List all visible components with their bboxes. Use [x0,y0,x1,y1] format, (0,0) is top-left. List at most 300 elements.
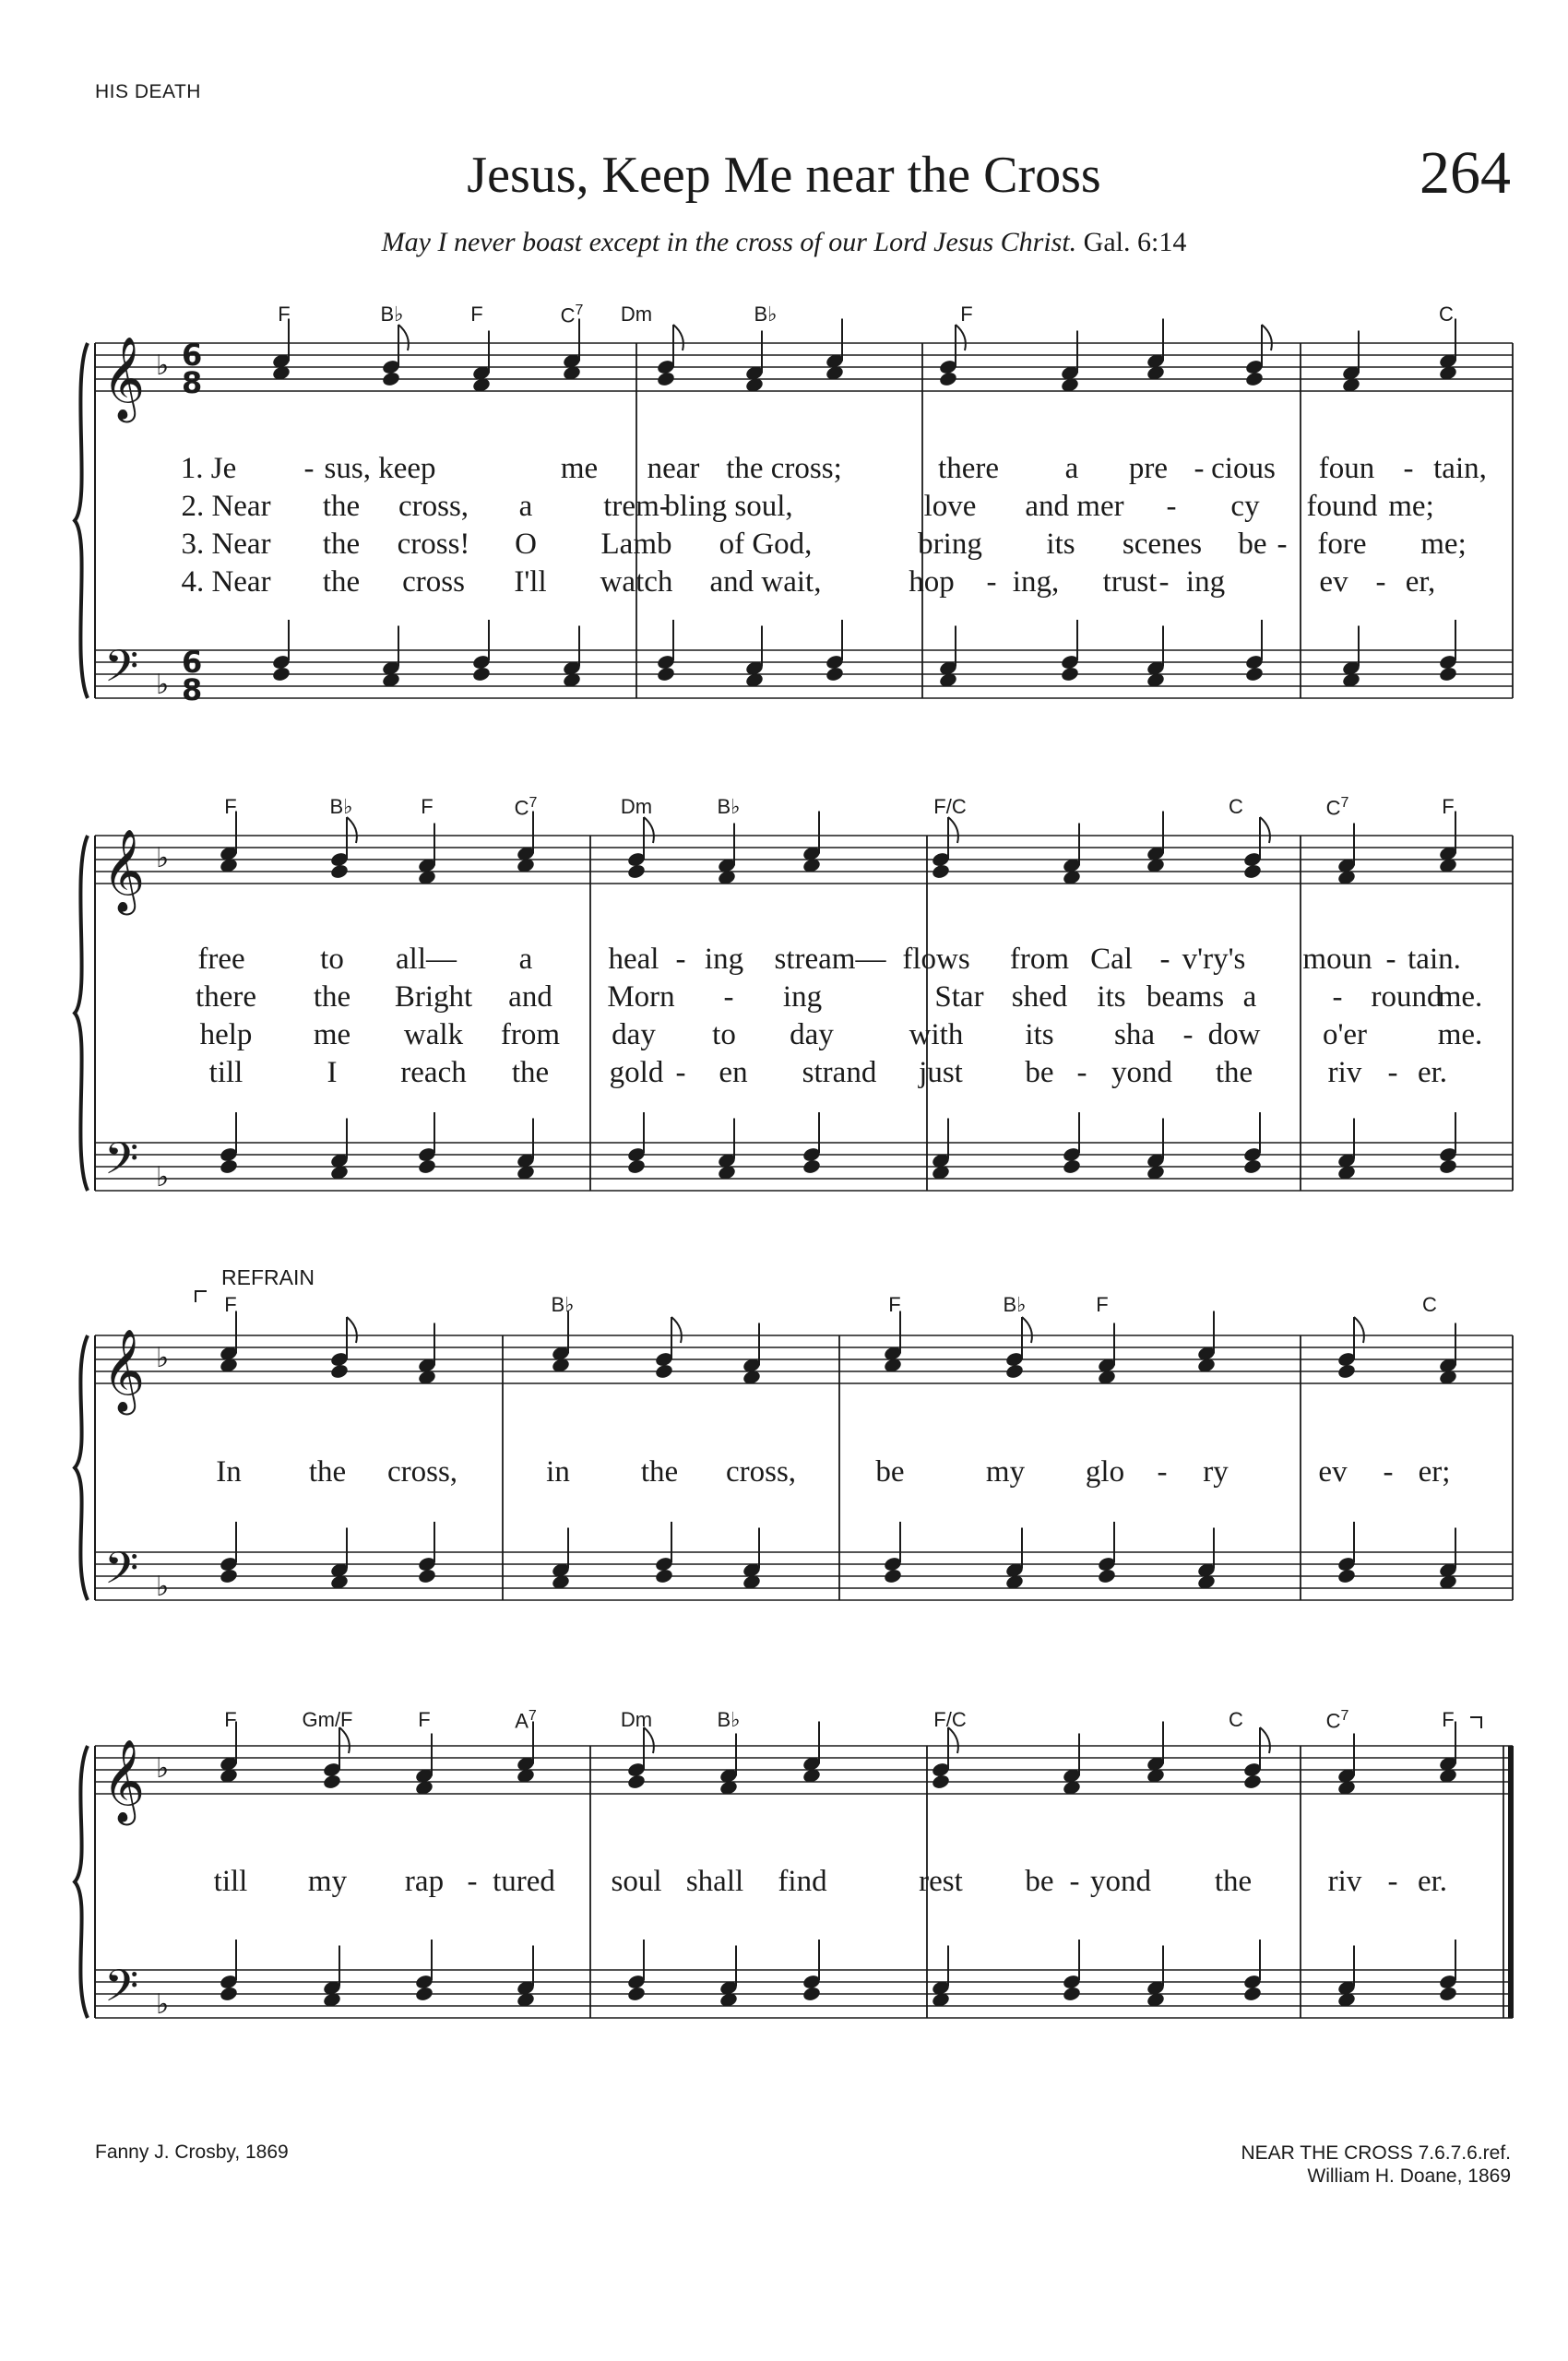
lyric-syllable: in [546,1455,570,1489]
lyric-syllable: en [719,1056,748,1089]
lyric-syllable: tain, [1433,452,1487,485]
system-brace [75,1746,88,2018]
lyric-syllable: ing [782,980,823,1014]
lyric-syllable: yond [1090,1865,1151,1898]
note-flag [671,1317,682,1343]
lyric-syllable: cy [1230,490,1260,523]
flat-icon: ♭ [156,669,170,701]
lyric-syllable: my [985,1455,1026,1489]
lyric-syllable: trust [1102,565,1158,599]
chord-symbol [421,795,433,819]
time-signature: 6 [182,338,203,373]
lyric-syllable: - [1387,1865,1398,1898]
composer-credit: William H. Doane, 1869 [1307,2165,1511,2188]
time-signature: 8 [182,672,203,707]
note-head [626,1986,646,2002]
note-head [1242,1986,1262,2002]
lyric-syllable: be [1025,1056,1054,1089]
lyric-syllable: strand [802,1056,877,1089]
lyric-syllable: a [1064,452,1079,485]
lyric-syllable: watch [600,565,673,599]
lyric-syllable: me [560,452,599,485]
note-head [1438,1986,1457,2002]
bass-clef-icon: 𝄢 [104,1960,139,2023]
note-head [219,1158,238,1175]
lyric-syllable: to [712,1018,736,1051]
time-signature: 6 [182,645,203,680]
flat-icon: ♭ [156,1571,170,1603]
lyric-syllable: ing [1185,565,1226,599]
note-head [414,1986,434,2002]
lyric-syllable: - [723,980,734,1014]
lyric-syllable: I'll [514,565,547,599]
note-flag [956,325,966,350]
chord-symbol [717,795,740,819]
lyric-syllable: love [923,490,977,523]
refrain-start-mark [196,1291,207,1302]
chord-symbol [551,1293,574,1317]
lyric-syllable: reach [400,1056,467,1089]
chord-root: F [421,795,434,818]
chord-extension: 7 [529,795,538,811]
lyric-syllable: free [197,943,245,976]
note-head [1242,1774,1262,1790]
note-head [471,666,491,682]
note-head [654,1568,673,1584]
note-head [1244,666,1264,682]
lyric-syllable: cross, [398,490,469,523]
lyric-syllable: v'ry's [1182,943,1246,976]
lyric-syllable: - [1159,943,1170,976]
lyric-syllable: Star [934,980,984,1014]
music-credits [1241,2142,1511,2188]
lyric-syllable: the [322,490,361,523]
note-flag [1260,1727,1270,1753]
lyric-syllable: er; [1418,1455,1451,1489]
note-head [1062,1986,1081,2002]
lyric-syllable: In [216,1455,242,1489]
note-flag [644,817,654,843]
lyric-syllable: yond [1111,1056,1172,1089]
lyric-syllable: - [1387,1056,1398,1089]
lyric-syllable: - [675,943,686,976]
chord-root: F/C [933,795,967,818]
note-flag [347,1317,357,1343]
chord-root: Dm [620,1708,653,1731]
lyric-syllable: - [303,452,315,485]
note-head [1438,666,1457,682]
chord-root: C [1325,796,1341,820]
lyric-syllable: O [515,528,537,561]
lyric-syllable: beams [1146,980,1225,1014]
lyric-syllable: - [1076,1056,1087,1089]
note-head [271,666,291,682]
lyric-syllable: the [322,565,361,599]
lyric-syllable: me; [1388,490,1434,523]
note-head [1438,1158,1457,1175]
lyric-syllable: fore [1317,528,1367,561]
hymn-title: Jesus, Keep Me near the Cross [467,147,1101,204]
lyric-syllable: my [307,1865,348,1898]
chord-symbol [754,303,777,326]
lyric-syllable: - [1182,1018,1194,1051]
chord-root: B♭ [380,303,404,326]
chord-root: Dm [620,303,653,326]
note-head [1242,1158,1262,1175]
chord-symbol [621,1708,652,1732]
note-head [329,863,349,880]
lyric-syllable: Lamb [600,528,672,561]
hymn-number: 264 [1420,139,1511,207]
chord-symbol [515,795,538,820]
tune-name: NEAR THE CROSS 7.6.7.6.ref. [1241,2142,1511,2164]
lyric-syllable: from [1009,943,1070,976]
lyric-syllable: - [1375,565,1386,599]
lyric-syllable: there [938,452,999,485]
note-head [1004,1363,1024,1380]
chord-root: B♭ [717,795,741,818]
note-flag [673,325,683,350]
lyric-syllable: heal [608,943,659,976]
chord-symbol [960,303,972,326]
lyric-syllable: cross [402,565,465,599]
chord-symbol [1003,1293,1026,1317]
lyric-syllable: stream— [774,943,886,976]
chord-root: F [1442,795,1455,818]
note-head [1060,666,1079,682]
lyric-syllable: walk [403,1018,464,1051]
lyric-syllable: riv [1327,1865,1362,1898]
note-head [883,1568,902,1584]
lyric-syllable: and [508,980,552,1014]
chord-symbol [621,795,652,819]
system-brace [75,343,88,698]
lyric-syllable: flows [902,943,970,976]
lyric-syllable: its [1046,528,1075,561]
flat-icon: ♭ [156,1342,170,1374]
note-head [626,1774,646,1790]
note-head [626,1158,646,1175]
note-head [825,666,844,682]
chord-root: F [224,795,237,818]
lyric-syllable: the [322,528,361,561]
system-brace [75,836,88,1191]
bass-clef-icon: 𝄢 [104,1542,139,1605]
chord-root: F [960,303,973,326]
note-head [1244,371,1264,387]
lyric-syllable: ing [704,943,744,976]
treble-clef-icon: 𝄞 [102,337,146,420]
note-head [381,371,400,387]
lyric-syllable: ev [1319,565,1348,599]
chord-extension: 7 [1340,795,1349,811]
note-head [1336,1568,1356,1584]
lyric-syllable: tured [493,1865,555,1898]
chord-root: F [418,1708,431,1731]
lyric-syllable: - [1166,490,1177,523]
chord-root: Gm/F [302,1708,353,1731]
flat-icon: ♭ [156,1752,170,1785]
lyric-syllable: scenes [1122,528,1203,561]
chord-symbol [303,1708,353,1732]
lyric-syllable: from [500,1018,561,1051]
time-signature: 8 [182,365,203,400]
lyric-syllable: pre [1128,452,1169,485]
chord-root: Dm [620,795,653,818]
chord-root: B♭ [717,1708,741,1731]
bass-clef-icon: 𝄢 [104,640,139,703]
chord-extension: 7 [575,303,584,318]
lyric-syllable: rest [919,1865,963,1898]
refrain-end-mark [1470,1717,1481,1728]
note-flag [398,325,409,350]
chord-root: C [1439,303,1454,326]
note-head [417,1568,436,1584]
note-head [329,1363,349,1380]
chord-root: C [560,303,576,327]
chord-symbol [418,1708,430,1732]
chord-symbol [1229,795,1243,819]
chord-root: F [224,1708,237,1731]
chord-symbol [224,1708,236,1732]
lyric-syllable: bring [918,528,982,561]
section-label: HIS DEATH [95,81,201,102]
lyric-syllable: cross! [397,528,470,561]
lyric-syllable: till [213,1865,248,1898]
lyric-syllable: help [199,1018,253,1051]
lyric-syllable: - [467,1865,478,1898]
chord-symbol [1096,1293,1108,1317]
note-head [656,666,675,682]
bass-clef-icon: 𝄢 [104,1133,139,1195]
chord-symbol [717,1708,740,1732]
lyric-syllable: - [675,1056,686,1089]
chord-symbol [1442,795,1454,819]
chord-root: F [1096,1293,1109,1316]
epigraph-reference: Gal. 6:14 [1083,227,1187,257]
lyric-syllable: till [208,1056,244,1089]
lyric-syllable: bling soul, [664,490,793,523]
lyric-syllable: and wait, [709,565,822,599]
lyric-syllable: dow [1207,1018,1261,1051]
lyric-syllable: 1. Je [180,452,237,485]
chord-symbol [278,303,290,326]
lyric-syllable: with [909,1018,964,1051]
lyric-syllable: - [1403,452,1414,485]
chord-root: B♭ [1003,1293,1027,1316]
lyric-syllable: - [1383,1455,1394,1489]
lyric-syllable: - [1277,528,1288,561]
lyric-syllable: moun [1302,943,1372,976]
lyric-syllable: glo [1085,1455,1125,1489]
lyric-syllable: and mer [1025,490,1124,523]
lyric-syllable: its [1097,980,1126,1014]
lyric-syllable: be [875,1455,905,1489]
lyric-syllable: er. [1417,1865,1448,1898]
lyric-syllable: day [612,1018,656,1051]
lyric-syllable: the [313,980,351,1014]
chord-symbol [1442,1708,1454,1732]
chord-symbol [380,303,403,326]
chord-extension: 7 [528,1708,537,1724]
lyric-syllable: the [1215,1056,1253,1089]
chord-symbol [1439,303,1454,326]
lyric-syllable: me [313,1018,351,1051]
note-head [931,863,950,880]
lyric-syllable: just [919,1056,963,1089]
note-head [219,1986,238,2002]
note-head [656,371,675,387]
lyric-syllable: found [1306,490,1378,523]
lyric-syllable: near [647,452,700,485]
lyric-syllable: me. [1437,1018,1483,1051]
note-flag [1262,325,1272,350]
note-flag [1022,1317,1032,1343]
chord-symbol [561,303,584,327]
lyric-syllable: the [1214,1865,1253,1898]
lyric-syllable: round [1371,980,1443,1014]
lyric-syllable: rap [404,1865,445,1898]
note-head [802,1986,821,2002]
lyric-syllable: cross, [386,1455,458,1489]
flat-icon: ♭ [156,350,170,382]
chord-root: F [224,1293,237,1316]
lyric-syllable: a [1242,980,1257,1014]
lyric-syllable: Morn [607,980,675,1014]
flat-icon: ♭ [156,1988,170,2021]
lyric-syllable: all— [396,943,457,976]
note-flag [948,817,958,843]
chord-root: C [1229,1708,1243,1731]
lyric-syllable: be [1238,528,1267,561]
lyric-syllable: 2. Near [181,490,271,523]
lyric-syllable: of God, [719,528,813,561]
system-brace [75,1335,88,1600]
lyric-syllable: a [518,943,533,976]
chord-symbol [470,303,482,326]
note-head [654,1363,673,1380]
lyric-syllable: - [1385,943,1396,976]
lyric-syllable: er. [1417,1056,1448,1089]
lyric-syllable: sus, keep [324,452,436,485]
lyric-syllable: I [327,1056,338,1089]
lyric-syllable: me; [1420,528,1467,561]
flat-icon: ♭ [156,842,170,874]
lyric-syllable: day [790,1018,834,1051]
note-head [626,863,646,880]
chord-symbol [1229,1708,1243,1732]
note-head [1336,1363,1356,1380]
lyric-syllable: the [308,1455,347,1489]
chord-root: A [515,1709,529,1733]
lyric-syllable: 4. Near [181,565,271,599]
chord-root: F [278,303,291,326]
chord-symbol [933,795,966,819]
chord-root: F [1442,1708,1455,1731]
chord-root: C [1422,1293,1437,1316]
lyric-syllable: ry [1203,1455,1229,1489]
note-head [322,1774,341,1790]
note-head [938,371,957,387]
chord-root: F [470,303,483,326]
chord-root: B♭ [551,1293,575,1316]
lyric-syllable: ev [1318,1455,1348,1489]
note-head [417,1158,436,1175]
note-head [1242,863,1262,880]
lyric-syllable: its [1025,1018,1054,1051]
chord-symbol [224,1293,236,1317]
note-head [802,1158,821,1175]
lyric-syllable: me. [1437,980,1483,1014]
chord-symbol [1326,795,1349,820]
chord-symbol [1326,1708,1349,1733]
chord-root: F/C [933,1708,967,1731]
note-flag [1260,817,1270,843]
lyric-syllable: foun [1318,452,1375,485]
lyric-syllable: - [1069,1865,1080,1898]
chord-symbol [329,795,352,819]
words-credit: Fanny J. Crosby, 1869 [95,2142,289,2163]
flat-icon: ♭ [156,1161,170,1193]
lyric-syllable: find [778,1865,827,1898]
chord-root: C [1325,1709,1341,1733]
refrain-label: REFRAIN [221,1265,315,1289]
lyric-syllable: to [320,943,344,976]
lyric-syllable: shall [685,1865,744,1898]
note-head [1062,1158,1081,1175]
chord-symbol [621,303,652,326]
chord-extension: 7 [1340,1708,1349,1724]
lyric-syllable: a [518,490,533,523]
treble-clef-icon: 𝄞 [102,829,146,912]
note-flag [347,817,357,843]
lyric-syllable: hop [909,565,955,599]
chord-root: C [1229,795,1243,818]
note-head [1097,1568,1116,1584]
lyric-syllable: gold [609,1056,664,1089]
lyric-syllable: 3. Near [181,528,271,561]
epigraph-text: May I never boast except in the cross of our Lord Jesus Christ. [381,227,1077,257]
lyric-syllable: be [1025,1865,1054,1898]
lyric-syllable: there [196,980,256,1014]
lyric-syllable: trem- [603,490,670,523]
lyric-syllable: the [640,1455,679,1489]
lyric-syllable: riv [1327,1056,1362,1089]
lyric-syllable: cious [1211,452,1276,485]
chord-root: B♭ [329,795,353,818]
lyric-syllable: ing, [1012,565,1060,599]
lyric-syllable: the [511,1056,550,1089]
chord-symbol [1422,1293,1437,1317]
chord-root: B♭ [754,303,778,326]
lyric-syllable: Bright [394,980,473,1014]
note-head [219,1568,238,1584]
lyric-syllable: - [1332,980,1343,1014]
lyric-syllable: o'er [1322,1018,1368,1051]
lyric-syllable: Cal [1090,943,1133,976]
lyric-syllable: - [1158,565,1170,599]
chord-symbol [888,1293,900,1317]
lyric-syllable: - [1194,452,1205,485]
lyric-syllable: cross, [725,1455,797,1489]
lyric-syllable: - [986,565,997,599]
note-flag [1354,1317,1364,1343]
note-head [931,1774,950,1790]
lyric-syllable: shed [1011,980,1068,1014]
chord-symbol [933,1708,966,1732]
lyric-syllable: sha [1114,1018,1155,1051]
lyric-syllable: soul [611,1865,662,1898]
